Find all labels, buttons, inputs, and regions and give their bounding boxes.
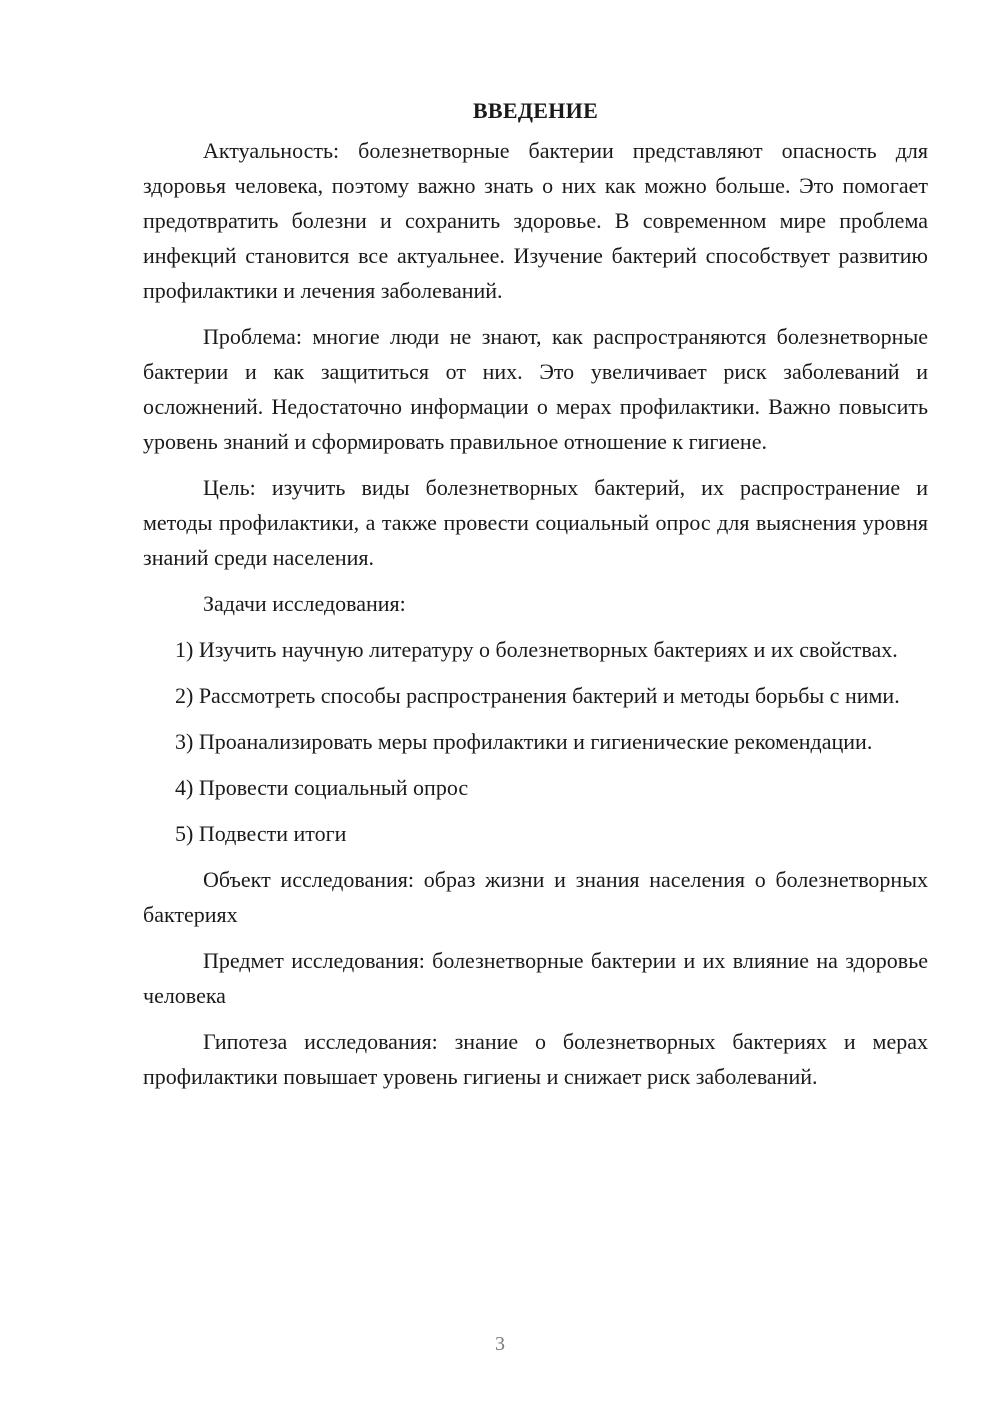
task-item-2: 2) Рассмотреть способы распространения бактерий и методы борьбы с ними. — [175, 683, 900, 708]
goal-paragraph: Цель: изучить виды болезнетворных бактерий, их распространение и методы профилактики, а также провести социальный опрос для выяснения уровня знаний среди населения. — [143, 475, 928, 570]
object-paragraph: Объект исследования: образ жизни и знания населения о болезнетворных бактериях — [143, 867, 928, 927]
tasks-heading: Задачи исследования: — [203, 591, 406, 616]
task-item-3: 3) Проанализировать меры профилактики и гигиенические рекомендации. — [175, 729, 873, 754]
section-title: ВВЕДЕНИЕ — [472, 98, 599, 123]
task-item-5: 5) Подвести итоги — [175, 821, 347, 846]
task-item-1: 1) Изучить научную литературу о болезнетворных бактериях и их свойствах. — [175, 637, 898, 662]
page-number: 3 — [495, 1333, 505, 1355]
task-item-4: 4) Провести социальный опрос — [175, 775, 469, 800]
subject-paragraph: Предмет исследования: болезнетворные бактерии и их влияние на здоровье человека — [143, 948, 928, 1008]
hypothesis-paragraph: Гипотеза исследования: знание о болезнетворных бактериях и мерах профилактики повышает уровень гигиены и снижает риск заболеваний. — [143, 1029, 928, 1089]
problem-paragraph: Проблема: многие люди не знают, как распространяются болезнетворные бактерии и как защититься от них. Это увеличивает риск заболеваний и осложнений. Недостаточно информации о мерах профилактики. Важно повысить уровень знаний и сформировать правильное отношение к гигиене. — [143, 324, 928, 454]
document-page — [143, 95, 928, 1105]
relevance-paragraph: Актуальность: болезнетворные бактерии представляют опасность для здоровья человека, поэтому важно знать о них как можно больше. Это помогает предотвратить болезни и сохранить здоровье. В современном мире проблема инфекций становится все актуальнее. Изучение бактерий способствует развитию профилактики и лечения заболеваний. — [143, 138, 928, 303]
